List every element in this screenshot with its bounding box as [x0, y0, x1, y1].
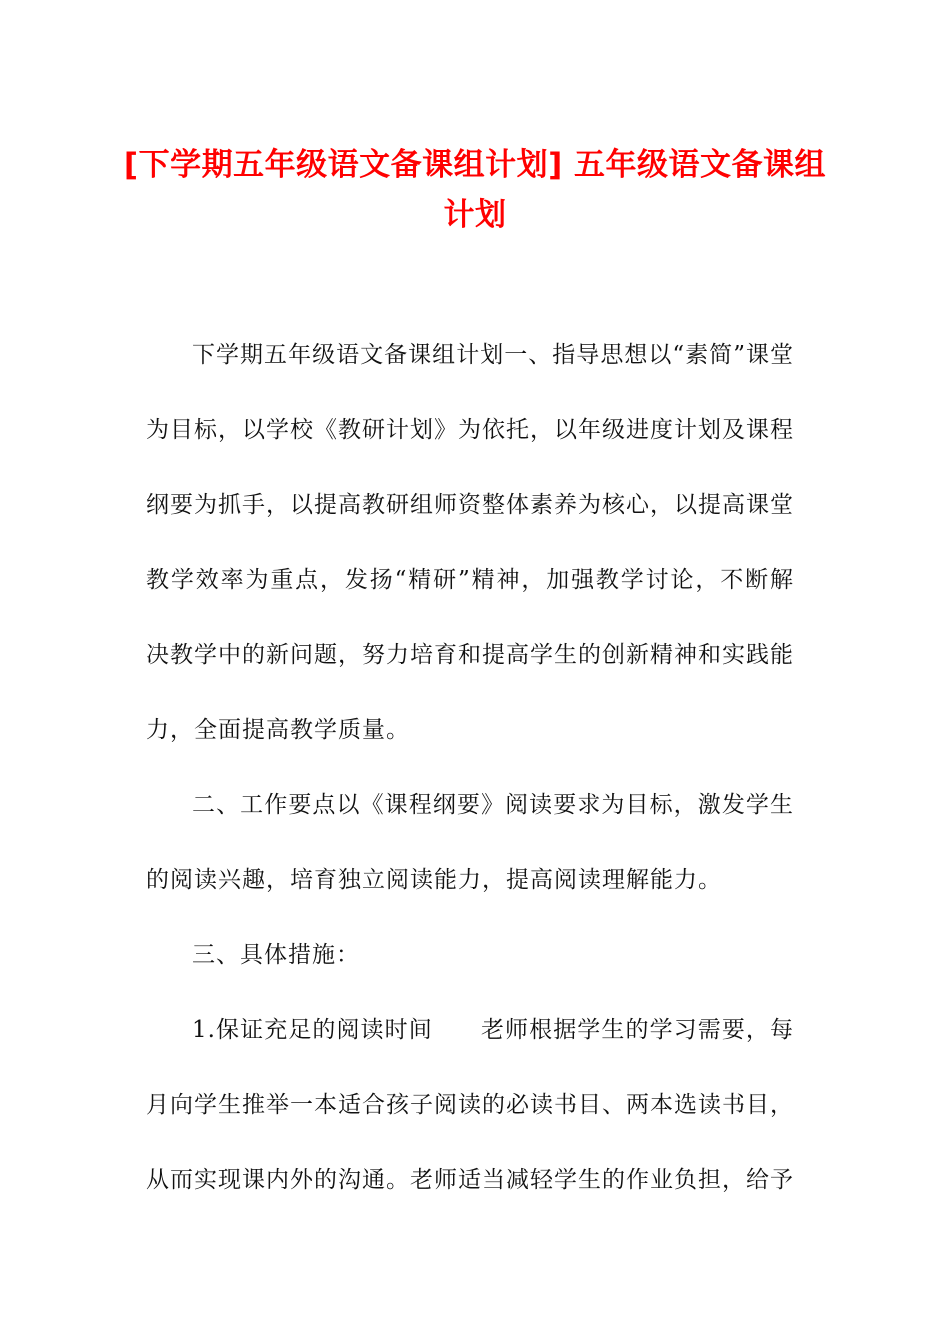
paragraph-work-focus: 二、工作要点以《课程纲要》阅读要求为目标，激发学生的阅读兴趣，培育独立阅读能力，提高阅读理解能力。	[146, 792, 794, 893]
paragraph-measures-heading: 三、具体措施：	[192, 942, 360, 968]
document-body	[146, 318, 794, 1218]
paragraph-reading-time: 1.保证充足的阅读时间 老师根据学生的学习需要，每月向学生推举一本适合孩子阅读的必读书目、两本选读书目，从而实现课内外的沟通。老师适当减轻学生的作业负担，给予	[146, 1017, 794, 1193]
paragraph-guiding-ideology: 下学期五年级语文备课组计划一、指导思想以“素简”课堂为目标，以学校《教研计划》为依托，以年级进度计划及课程纲要为抓手，以提高教研组师资整体素养为核心，以提高课堂教学效率为重点，发扬“精研”精神，加强教学讨论，不断解决教学中的新问题，努力培育和提高学生的创新精神和实践能力，全面提高教学质量。	[146, 342, 794, 743]
document-title: [下学期五年级语文备课组计划] 五年级语文备课组计划	[123, 147, 827, 233]
